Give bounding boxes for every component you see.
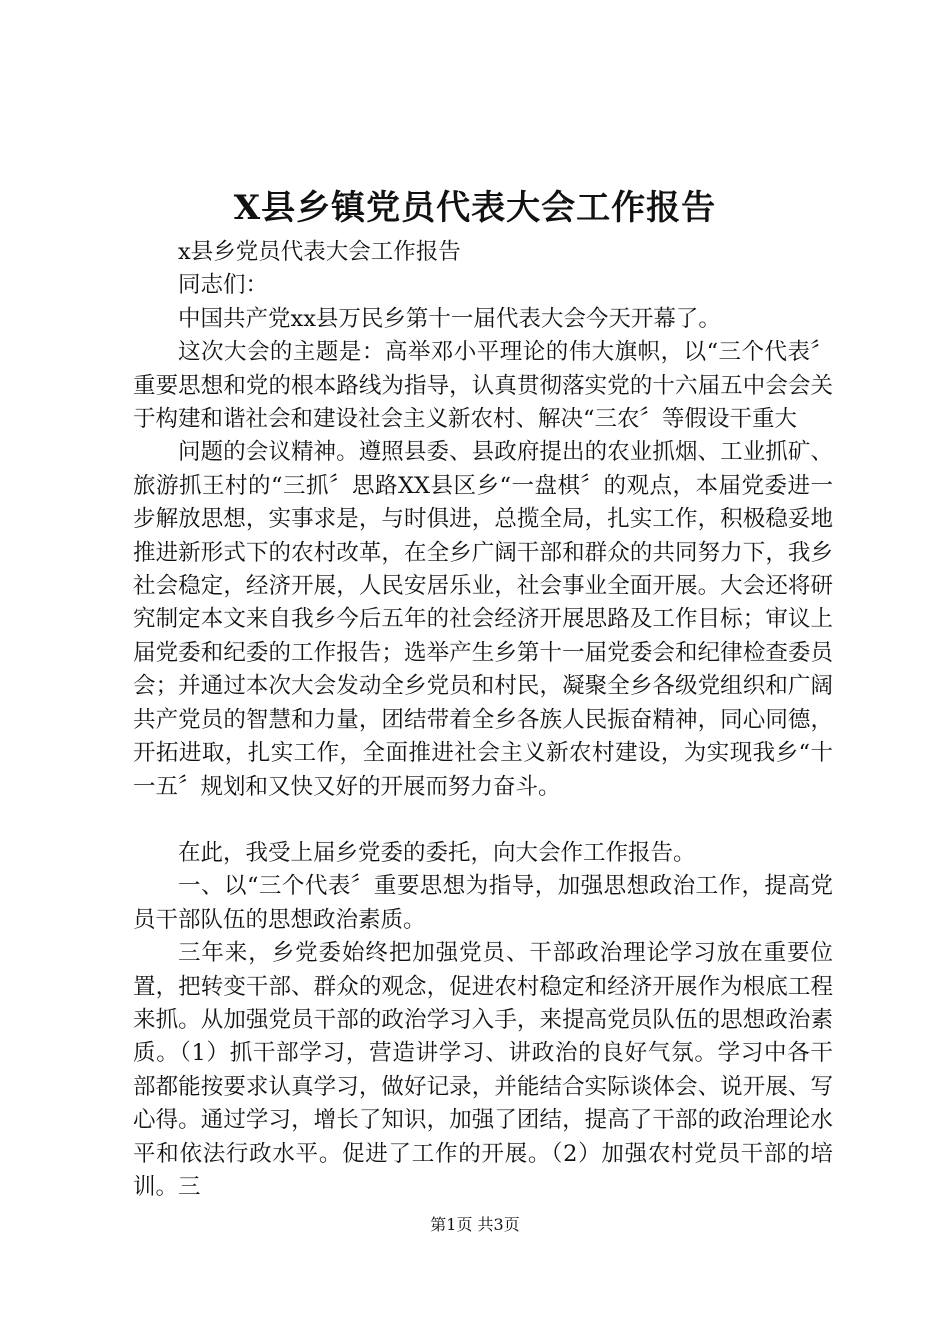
subtitle-paragraph: x县乡党员代表大会工作报告 <box>178 239 461 265</box>
theme-paragraph: 这次大会的主题是：高举邓小平理论的伟大旗帜，以“三个代表〞重要思想和党的根本路线为指导，认真贯彻落实党的十六届五中会会关于构建和谐社会和建设社会主义新农村、解决“三农〞等假设干重大 <box>133 339 833 433</box>
document-title: X县乡镇党员代表大会工作报告 <box>233 188 717 228</box>
document-body <box>133 236 833 1204</box>
meeting-spirit-paragraph: 问题的会议精神。遵照县委、县政府提出的农业抓烟、工业抓矿、旅游抓王村的“三抓〞思路XX县区乡“一盘棋〞的观点，本届党委进一步解放思想，实事求是，与时俱进，总揽全局，扎实工作，积极稳妥地推进新形式下的农村改革，在全乡广阔干部和群众的共同努力下，我乡社会稳定，经济开展，人民安居乐业，社会事业全面开展。大会还将研究制定本文来自我乡今后五年的社会经济开展思路及工作目标；审议上届党委和纪委的工作报告；选举产生乡第十一届党委会和纪律检查委员会；并通过本次大会发动全乡党员和村民，凝聚全乡各级党组织和广阔共产党员的智慧和力量，团结带着全乡各族人民振奋精神，同心同德，开拓进取，扎实工作，全面推进社会主义新农村建设，为实现我乡“十一五〞规划和又快又好的开展而努力奋斗。 <box>133 439 833 800</box>
salutation-paragraph: 同志们： <box>178 272 269 299</box>
entrusted-report-paragraph: 在此，我受上届乡党委的委托，向大会作工作报告。 <box>178 839 696 866</box>
page-footer: 第1页 共3页 <box>430 1215 520 1234</box>
section-one-heading: 一、以“三个代表〞重要思想为指导，加强思想政治工作，提高党员干部队伍的思想政治素质。 <box>133 873 833 933</box>
three-years-paragraph: 三年来，乡党委始终把加强党员、干部政治理论学习放在重要位置，把转变干部、群众的观念，促进农村稳定和经济开展作为根底工程来抓。从加强党员干部的政治学习入手，来提高党员队伍的思想政治素质。（1）抓干部学习，营造讲学习、讲政治的良好气氛。学习中各干部都能按要求认真学习，做好记录，并能结合实际谈体会、说开展、写心得。通过学习，增长了知识，加强了团结，提高了干部的政治理论水平和依法行政水平。促进了工作的开展。（2）加强农村党员干部的培训。三 <box>133 940 833 1200</box>
opening-paragraph: 中国共产党xx县万民乡第十一届代表大会今天开幕了。 <box>178 305 721 332</box>
